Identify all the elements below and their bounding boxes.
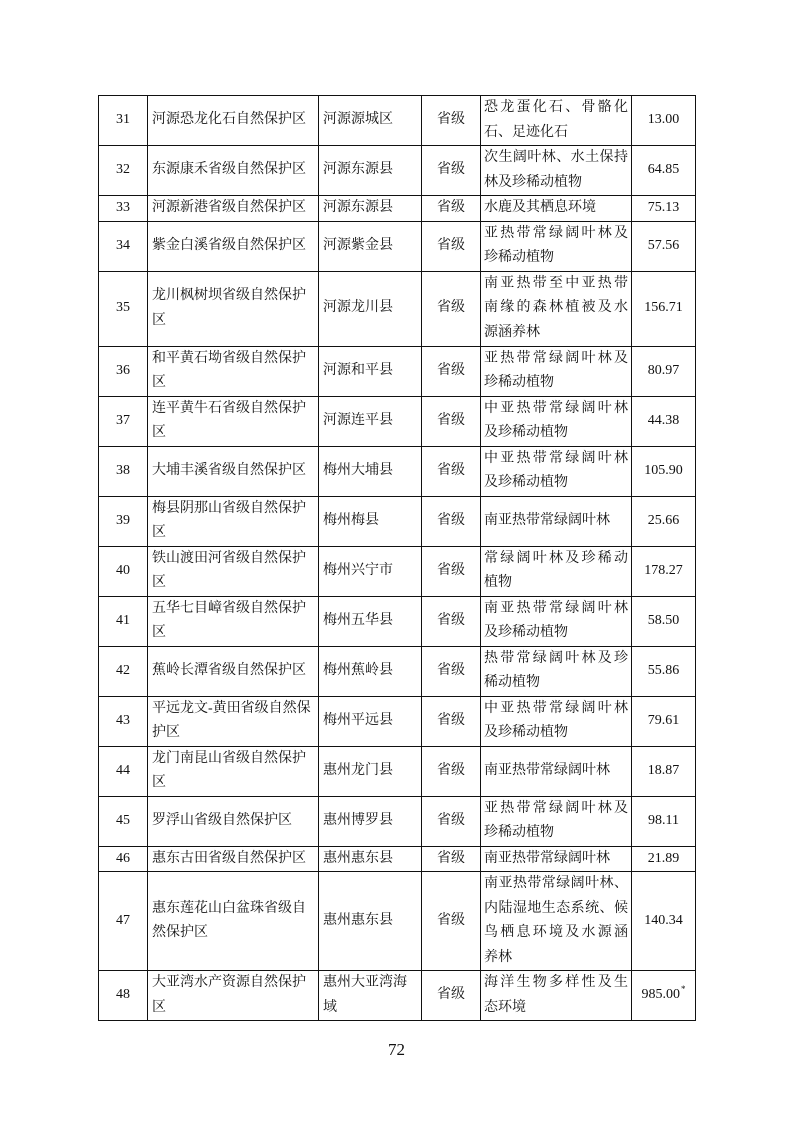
reserve-level: 省级	[422, 221, 481, 271]
reserve-area	[632, 696, 696, 746]
reserve-area	[632, 796, 696, 846]
reserve-name: 和平黄石坳省级自然保护区	[148, 346, 319, 396]
area-value: 75.13	[647, 200, 680, 215]
area-value: 21.89	[647, 850, 680, 866]
reserve-name: 惠东古田省级自然保护区	[148, 846, 319, 872]
protection-target	[481, 696, 632, 746]
reserve-name: 河源恐龙化石自然保护区	[148, 96, 319, 146]
protection-target-line: 珍稀动植物	[484, 825, 554, 840]
reserve-name: 罗浮山省级自然保护区	[148, 796, 319, 846]
table-row	[99, 196, 696, 222]
row-number: 48	[99, 971, 148, 1021]
reserve-name: 东源康禾省级自然保护区	[148, 146, 319, 196]
protection-target	[481, 846, 632, 872]
area-value: 105.90	[644, 462, 683, 478]
reserve-location: 惠州惠东县	[319, 846, 422, 872]
protection-target	[481, 546, 632, 596]
area-value: 79.61	[647, 712, 680, 728]
table-row	[99, 796, 696, 846]
protection-target	[481, 646, 632, 696]
area-value: 18.87	[647, 762, 680, 778]
reserve-area	[632, 596, 696, 646]
reserve-location: 梅州五华县	[319, 596, 422, 646]
reserve-location: 河源和平县	[319, 346, 422, 396]
footnote-mark: *	[681, 984, 686, 995]
protection-target-line: 源涵养林	[484, 324, 540, 340]
reserve-level: 省级	[422, 696, 481, 746]
reserve-level: 省级	[422, 271, 481, 346]
row-number: 46	[99, 846, 148, 872]
protection-target-line: 热带常绿阔叶林及珍	[484, 650, 628, 666]
area-value: 80.97	[647, 362, 680, 378]
protection-target-line: 石、足迹化石	[484, 124, 568, 140]
protection-target-line: 养林	[484, 949, 512, 965]
reserve-area	[632, 271, 696, 346]
row-number: 47	[99, 872, 148, 971]
protection-target-line: 态环境	[484, 999, 526, 1015]
reserve-location: 河源源城区	[319, 96, 422, 146]
protection-target	[481, 872, 632, 971]
reserve-location: 梅州兴宁市	[319, 546, 422, 596]
protection-target-line: 水鹿及其栖息环境	[484, 200, 596, 215]
protection-target-line: 次生阔叶林、水土保持	[484, 150, 628, 165]
table-row	[99, 696, 696, 746]
area-value: 985.00	[641, 987, 680, 1003]
row-number: 34	[99, 221, 148, 271]
row-number: 37	[99, 396, 148, 446]
reserve-level: 省级	[422, 346, 481, 396]
row-number: 41	[99, 596, 148, 646]
protection-target-line: 珍稀动植物	[484, 250, 554, 265]
reserve-name: 紫金白溪省级自然保护区	[148, 221, 319, 271]
reserve-name: 龙门南昆山省级自然保护区	[148, 746, 319, 796]
protection-target-line: 海洋生物多样性及生	[484, 975, 628, 990]
table-row	[99, 596, 696, 646]
reserve-name: 连平黄牛石省级自然保护区	[148, 396, 319, 446]
table-row	[99, 496, 696, 546]
table-row	[99, 971, 696, 1021]
reserve-area	[632, 846, 696, 872]
reserve-location: 梅州平远县	[319, 696, 422, 746]
area-value: 25.66	[647, 512, 680, 528]
reserve-location: 梅州蕉岭县	[319, 646, 422, 696]
area-value: 58.50	[647, 612, 680, 628]
reserve-level: 省级	[422, 396, 481, 446]
reserve-area	[632, 546, 696, 596]
protection-target-line: 南亚热带常绿阔叶林	[484, 850, 610, 866]
reserve-name: 蕉岭长潭省级自然保护区	[148, 646, 319, 696]
protection-target-line: 恐龙蛋化石、骨骼化	[484, 100, 628, 115]
protection-target	[481, 596, 632, 646]
protection-target	[481, 196, 632, 222]
protection-target-line: 稀动植物	[484, 675, 540, 690]
protection-target-line: 亚热带常绿阔叶林及	[484, 800, 628, 816]
row-number: 39	[99, 496, 148, 546]
protection-target-line: 鸟栖息环境及水源涵	[484, 925, 628, 940]
reserve-location: 惠州惠东县	[319, 872, 422, 971]
protection-target	[481, 796, 632, 846]
reserve-level: 省级	[422, 971, 481, 1021]
protection-target	[481, 221, 632, 271]
reserve-location: 惠州龙门县	[319, 746, 422, 796]
area-value: 44.38	[647, 412, 680, 428]
table-row	[99, 446, 696, 496]
reserve-location: 河源东源县	[319, 196, 422, 222]
reserve-area	[632, 971, 696, 1021]
area-value: 98.11	[648, 812, 679, 828]
protection-target-line: 南亚热带常绿阔叶林、	[484, 876, 628, 891]
protection-target-line: 南亚热带常绿阔叶林	[484, 512, 610, 528]
protection-target-line: 珍稀动植物	[484, 375, 554, 390]
protection-target	[481, 146, 632, 196]
protection-target	[481, 271, 632, 346]
table-row	[99, 646, 696, 696]
protection-target-line: 亚热带常绿阔叶林及	[484, 225, 628, 241]
protection-target	[481, 746, 632, 796]
reserve-area	[632, 346, 696, 396]
protection-target-line: 林及珍稀动植物	[484, 174, 582, 190]
row-number: 33	[99, 196, 148, 222]
reserve-level: 省级	[422, 446, 481, 496]
area-value: 57.56	[647, 237, 680, 253]
reserve-name: 惠东莲花山白盆珠省级自然保护区	[148, 872, 319, 971]
row-number: 36	[99, 346, 148, 396]
reserve-location: 惠州大亚湾海域	[319, 971, 422, 1021]
reserve-level: 省级	[422, 496, 481, 546]
reserve-level: 省级	[422, 746, 481, 796]
reserve-area	[632, 496, 696, 546]
row-number: 43	[99, 696, 148, 746]
reserve-name: 大亚湾水产资源自然保护区	[148, 971, 319, 1021]
reserve-name: 平远龙文-黄田省级自然保护区	[148, 696, 319, 746]
area-value: 13.00	[647, 112, 680, 128]
area-value: 156.71	[644, 300, 683, 316]
protection-target-line: 中亚热带常绿阔叶林	[484, 400, 628, 416]
reserve-area	[632, 646, 696, 696]
protection-target-line: 中亚热带常绿阔叶林	[484, 450, 628, 466]
reserve-name: 河源新港省级自然保护区	[148, 196, 319, 222]
table-row	[99, 872, 696, 971]
table-row	[99, 746, 696, 796]
table-row	[99, 546, 696, 596]
protection-target-line: 内陆湿地生态系统、候	[484, 900, 628, 916]
reserve-location: 惠州博罗县	[319, 796, 422, 846]
reserve-level: 省级	[422, 146, 481, 196]
protection-target	[481, 396, 632, 446]
row-number: 32	[99, 146, 148, 196]
reserve-area	[632, 146, 696, 196]
table-row	[99, 96, 696, 146]
table-row	[99, 346, 696, 396]
protection-target-line: 中亚热带常绿阔叶林	[484, 700, 628, 716]
protection-target-line: 及珍稀动植物	[484, 475, 568, 490]
protection-target	[481, 446, 632, 496]
protection-target-line: 及珍稀动植物	[484, 625, 568, 640]
protection-target-line: 及珍稀动植物	[484, 425, 568, 440]
protection-target	[481, 971, 632, 1021]
area-value: 178.27	[644, 562, 683, 578]
reserve-level: 省级	[422, 646, 481, 696]
reserve-area	[632, 96, 696, 146]
row-number: 42	[99, 646, 148, 696]
reserve-area	[632, 396, 696, 446]
protection-target-line: 常绿阔叶林及珍稀动	[484, 550, 628, 566]
reserve-area	[632, 196, 696, 222]
reserve-location: 河源龙川县	[319, 271, 422, 346]
reserve-location: 河源紫金县	[319, 221, 422, 271]
reserve-level: 省级	[422, 872, 481, 971]
area-value: 140.34	[644, 912, 683, 928]
reserve-location: 河源东源县	[319, 146, 422, 196]
reserve-name: 梅县阴那山省级自然保护区	[148, 496, 319, 546]
reserve-area	[632, 746, 696, 796]
reserve-level: 省级	[422, 596, 481, 646]
reserve-area	[632, 221, 696, 271]
reserve-location: 梅州大埔县	[319, 446, 422, 496]
reserve-location: 梅州梅县	[319, 496, 422, 546]
area-value: 64.85	[647, 162, 680, 178]
reserve-level: 省级	[422, 546, 481, 596]
protection-target-line: 及珍稀动植物	[484, 725, 568, 740]
nature-reserve-table	[98, 95, 696, 1021]
table-row	[99, 846, 696, 872]
protection-target	[481, 346, 632, 396]
protection-target-line: 南缘的森林植被及水	[484, 300, 628, 316]
table-row	[99, 271, 696, 346]
protection-target-line: 南亚热带至中亚热带	[484, 275, 628, 291]
table-row	[99, 146, 696, 196]
row-number: 38	[99, 446, 148, 496]
reserve-name: 五华七目嶂省级自然保护区	[148, 596, 319, 646]
reserve-name: 龙川枫树坝省级自然保护区	[148, 271, 319, 346]
reserve-area	[632, 446, 696, 496]
protection-target	[481, 496, 632, 546]
protection-target-line: 南亚热带常绿阔叶林	[484, 762, 610, 778]
row-number: 45	[99, 796, 148, 846]
protection-target-line: 亚热带常绿阔叶林及	[484, 350, 628, 366]
reserve-name: 铁山渡田河省级自然保护区	[148, 546, 319, 596]
reserve-level: 省级	[422, 96, 481, 146]
protection-target-line: 南亚热带常绿阔叶林	[484, 600, 628, 616]
page-number: 72	[388, 1040, 405, 1059]
reserve-level: 省级	[422, 196, 481, 222]
reserve-level: 省级	[422, 846, 481, 872]
row-number: 31	[99, 96, 148, 146]
reserve-location: 河源连平县	[319, 396, 422, 446]
table-row	[99, 221, 696, 271]
reserve-name: 大埔丰溪省级自然保护区	[148, 446, 319, 496]
row-number: 44	[99, 746, 148, 796]
reserve-level: 省级	[422, 796, 481, 846]
protection-target	[481, 96, 632, 146]
row-number: 40	[99, 546, 148, 596]
protection-target-line: 植物	[484, 575, 512, 590]
table-row	[99, 396, 696, 446]
area-value: 55.86	[647, 662, 680, 678]
reserve-area	[632, 872, 696, 971]
row-number: 35	[99, 271, 148, 346]
